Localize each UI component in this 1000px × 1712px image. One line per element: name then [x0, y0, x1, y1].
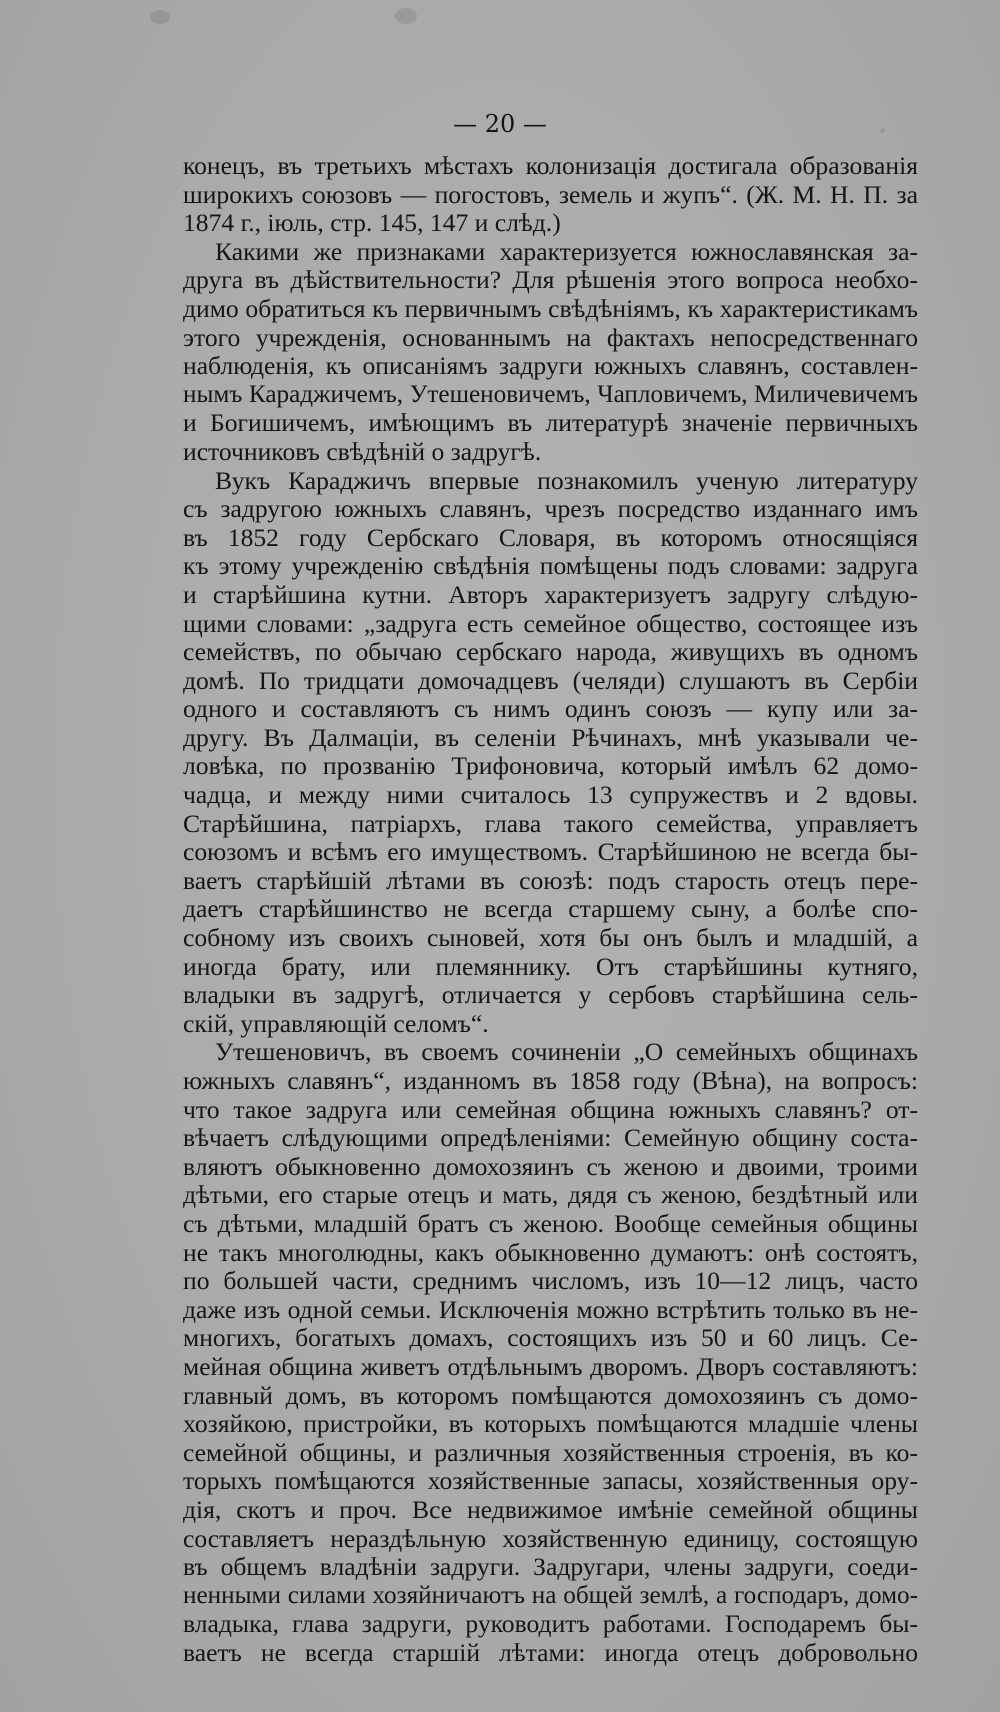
- text-line: Какими же признаками характеризуется южнославянская за-: [215, 236, 918, 266]
- paragraph: [183, 467, 918, 1039]
- text-line: конецъ, въ третьихъ мѣстахъ колонизація достигала образованія: [183, 151, 918, 180]
- text-line: въ общемъ владѣніи задруги. Задругари, члены задруги, соеди-: [183, 1552, 918, 1582]
- text-line: Старѣйшина, патріархъ, глава такого семейства, управляетъ: [183, 808, 918, 838]
- text-line: владыки въ задругѣ, отличается у сербовъ старѣйшина сель-: [183, 980, 918, 1010]
- text-line: чадца, и между ними считалось 13 супружествъ и 2 вдовы.: [183, 780, 918, 810]
- text-line: ваетъ не всегда старшій лѣтами: иногда отецъ добровольно: [183, 1637, 918, 1667]
- text-line: что такое задруга или семейная община южныхъ славянъ? от-: [183, 1094, 918, 1124]
- body-text: [183, 152, 918, 1667]
- text-line: иногда брату, или племяннику. Отъ старѣйшины кутняго,: [183, 951, 918, 981]
- text-line: даетъ старѣйшинство не всегда старшему сыну, а болѣе спо-: [183, 894, 918, 924]
- text-line: дія, скотъ и проч. Все недвижимое имѣніе семейной общины: [183, 1494, 918, 1524]
- paragraph: [183, 1038, 918, 1667]
- text-line: нымъ Караджичемъ, Утешеновичемъ, Чапловичемъ, Миличевичемъ: [183, 380, 918, 408]
- text-line: и старѣйшина кутни. Авторъ характеризуетъ задругу слѣдую-: [183, 579, 918, 609]
- text-line: другу. Въ Далмаціи, въ селеніи Рѣчинахъ, мнѣ указывали че-: [183, 722, 918, 752]
- text-line: ваетъ старѣйшій лѣтами въ союзѣ: подъ старость отецъ пере-: [183, 865, 918, 895]
- text-line: одного и составляютъ съ нимъ одинъ союзъ — купу или за-: [183, 694, 918, 724]
- text-line: мейная община живетъ отдѣльнымъ дворомъ. Дворъ составляютъ:: [183, 1351, 918, 1381]
- text-line: многихъ, богатыхъ домахъ, состоящихъ изъ 50 и 60 лицъ. Се-: [183, 1323, 918, 1353]
- text-line: и Богишичемъ, имѣющимъ въ литературѣ значеніе первичныхъ: [183, 408, 918, 438]
- text-line: вѣчаетъ слѣдующими опредѣленіями: Семейную общину соста-: [183, 1123, 918, 1153]
- text-line: союзомъ и всѣмъ его имуществомъ. Старѣйшиною не всегда бы-: [183, 837, 918, 867]
- text-line: этого учрежденія, основаннымъ на фактахъ непосредственнаго: [183, 322, 918, 352]
- text-line: дѣтьми, его старые отецъ и мать, дядя съ женою, бездѣтный или: [183, 1180, 918, 1210]
- text-line: составляетъ нераздѣльную хозяйственную единицу, состоящую: [183, 1523, 918, 1553]
- text-line: семейной общины, и различныя хозяйственныя строенія, въ ко-: [183, 1437, 918, 1467]
- text-line: Утешеновичъ, въ своемъ сочиненіи „О семейныхъ общинахъ: [215, 1037, 918, 1067]
- text-line: домѣ. По тридцати домочадцевъ (челяди) слушаютъ въ Сербіи: [183, 665, 918, 695]
- text-line: ловѣка, по прозванію Трифоновича, который имѣлъ 62 домо-: [183, 751, 918, 781]
- text-line: наблюденія, къ описаніямъ задруги южныхъ славянъ, составлен-: [183, 351, 918, 381]
- text-line: не такъ многолюдны, какъ обыкновенно думаютъ: онѣ состоятъ,: [183, 1237, 918, 1267]
- text-line: источниковъ свѣдѣній о задругѣ.: [183, 436, 542, 466]
- paragraph: [183, 238, 918, 467]
- text-line: торыхъ помѣщаются хозяйственные запасы, хозяйственныя ору-: [183, 1466, 918, 1496]
- text-line: вляютъ обыкновенно домохозяинъ съ женою и двоими, троими: [183, 1151, 918, 1181]
- text-line: широкихъ союзовъ — погостовъ, земель и жупъ“. (Ж. М. Н. П. за: [183, 179, 918, 209]
- text-line: семействъ, по обычаю сербскаго народа, живущихъ въ одномъ: [183, 637, 918, 667]
- text-line: друга въ дѣйствительности? Для рѣшенія этого вопроса необхо-: [183, 265, 918, 295]
- text-line: 1874 г., іюль, стр. 145, 147 и слѣд.): [183, 208, 561, 238]
- text-line: къ этому учрежденію свѣдѣнія помѣщены подъ словами: задруга: [183, 551, 918, 581]
- text-line: Вукъ Караджичъ впервые познакомилъ ученую литературу: [215, 465, 918, 495]
- text-line: скій, управляющій селомъ“.: [183, 1008, 489, 1038]
- paragraph: [183, 152, 918, 238]
- text-line: хозяйкою, пристройки, въ которыхъ помѣщаются младшіе члены: [183, 1409, 918, 1439]
- text-line: съ задругою южныхъ славянъ, чрезъ посредство изданнаго имъ: [183, 494, 918, 524]
- text-line: южныхъ славянъ“, изданномъ въ 1858 году (Вѣна), на вопросъ:: [183, 1066, 918, 1095]
- text-line: димо обратиться къ первичнымъ свѣдѣніямъ, къ характеристикамъ: [183, 293, 918, 323]
- text-line: даже изъ одной семьи. Исключенія можно встрѣтить только въ не-: [183, 1294, 918, 1324]
- text-line: собному изъ своихъ сыновей, хотя бы онъ былъ и младшій, а: [183, 923, 918, 953]
- text-line: въ 1852 году Сербскаго Словаря, въ которомъ относящіяся: [183, 522, 918, 552]
- text-line: главный домъ, въ которомъ помѣщаются домохозяинъ съ домо-: [183, 1380, 918, 1410]
- text-line: ненными силами хозяйничаютъ на общей землѣ, а господаръ, домо-: [183, 1581, 918, 1609]
- paper-stain: [395, 8, 417, 24]
- paper-stain: [150, 10, 170, 24]
- text-line: владыка, глава задруги, руководитъ работами. Господаремъ бы-: [183, 1609, 918, 1639]
- text-line: щими словами: „задруга есть семейное общество, состоящее изъ: [183, 608, 918, 638]
- page-number: — 20 —: [453, 110, 547, 138]
- text-line: съ дѣтьми, младшій братъ съ женою. Вообще семейныя общины: [183, 1208, 918, 1238]
- text-line: по большей части, среднимъ числомъ, изъ 10—12 лицъ, часто: [183, 1266, 918, 1296]
